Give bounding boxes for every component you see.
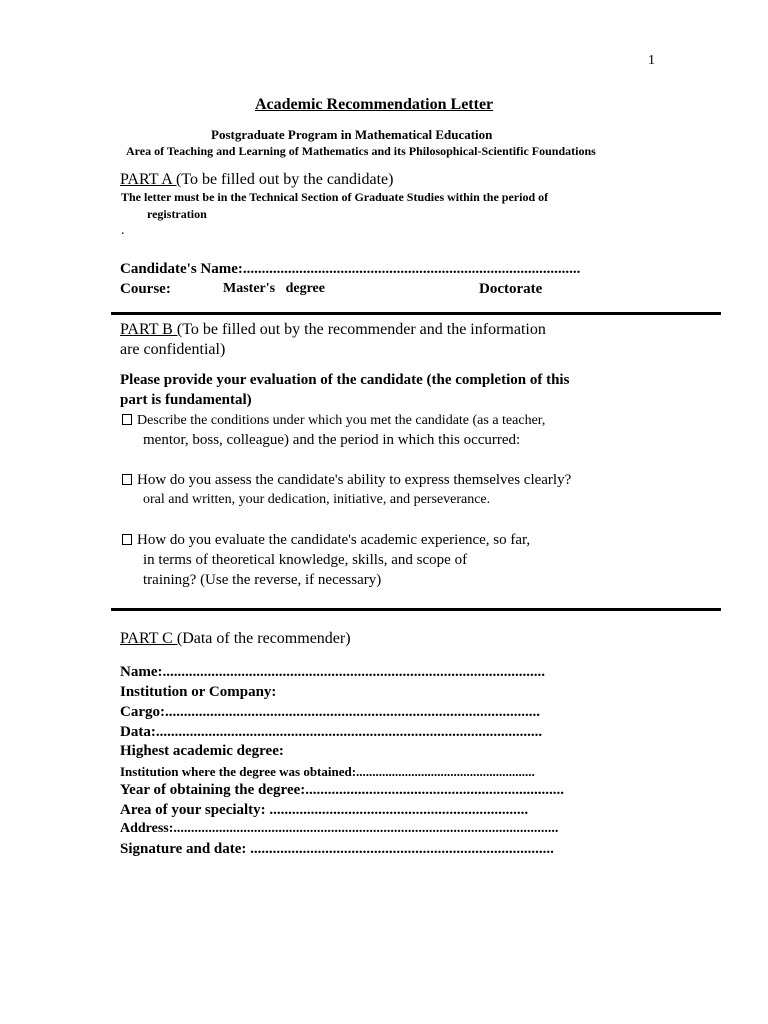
degree-institution-field: Institution where the degree was obtained:.......................................................	[120, 764, 535, 779]
signature-date-field: Signature and date: .................................................................................	[120, 841, 554, 857]
part-a-dot: .	[121, 223, 125, 238]
part-a-text: To be filled out by the candidate)	[181, 171, 394, 188]
recommender-name-field: Name:......................................................................................................	[120, 664, 545, 680]
evaluation-instruction-cont: part is fundamental)	[120, 392, 252, 408]
divider-2	[111, 608, 721, 611]
part-a-heading	[120, 171, 393, 189]
part-c-text: Data of the recommender)	[182, 630, 351, 647]
evaluation-instruction: Please provide your evaluation of the candidate (the completion of this	[120, 372, 570, 388]
checkbox-icon	[122, 414, 132, 425]
specialty-field: Area of your specialty: .....................................................................	[120, 802, 529, 818]
part-a-note-cont: registration	[147, 207, 207, 221]
question-3-cont: in terms of theoretical knowledge, skills, and scope of	[143, 552, 468, 568]
question-1	[122, 413, 545, 429]
course-label: Course:	[120, 281, 171, 297]
address-field: Address:..............................................................................................................	[120, 821, 559, 836]
question-1-cont: mentor, boss, colleague) and the period in which this occurred:	[143, 432, 521, 448]
part-b-label: PART B (	[120, 321, 183, 338]
cargo-field: Cargo:....................................................................................................	[120, 704, 540, 720]
question-1-text: Describe the conditions under which you met the candidate (as a teacher,	[137, 413, 546, 428]
program-name: Postgraduate Program in Mathematical Education	[211, 127, 493, 142]
candidate-name-field: Candidate's Name:..........................................................................................	[120, 261, 581, 277]
checkbox-icon	[122, 474, 132, 485]
document-title: Academic Recommendation Letter	[255, 96, 494, 113]
part-b-text: To be filled out by the recommender and the information	[182, 321, 546, 338]
page-number: 1	[648, 53, 655, 68]
checkbox-icon	[122, 534, 132, 545]
question-2	[122, 472, 571, 489]
divider-1	[111, 312, 721, 315]
question-3-text: How do you evaluate the candidate's academic experience, so far,	[137, 532, 531, 548]
question-2-text: How do you assess the candidate's ability to express themselves clearly?	[137, 472, 572, 488]
part-c-label: PART C (	[120, 630, 183, 647]
institution-field: Institution or Company:	[120, 684, 277, 700]
part-b-heading	[120, 321, 546, 339]
question-3	[122, 532, 530, 549]
part-b-text-cont: are confidential)	[120, 341, 226, 358]
highest-degree-field: Highest academic degree:	[120, 743, 284, 759]
question-3-cont-2: training? (Use the reverse, if necessary)	[143, 572, 382, 588]
doctorate-option: Doctorate	[479, 281, 543, 297]
part-a-label: PART A (	[120, 171, 182, 188]
question-2-cont: oral and written, your dedication, initiative, and perseverance.	[143, 492, 491, 507]
part-a-note: The letter must be in the Technical Section of Graduate Studies within the period of	[121, 190, 549, 204]
masters-option: Master's degree	[223, 281, 325, 296]
part-c-heading	[120, 630, 351, 648]
area-name: Area of Teaching and Learning of Mathematics and its Philosophical-Scientific Foundations	[126, 144, 596, 158]
data-field: Data:.......................................................................................................	[120, 724, 543, 740]
degree-year-field: Year of obtaining the degree:.....................................................................	[120, 782, 565, 798]
